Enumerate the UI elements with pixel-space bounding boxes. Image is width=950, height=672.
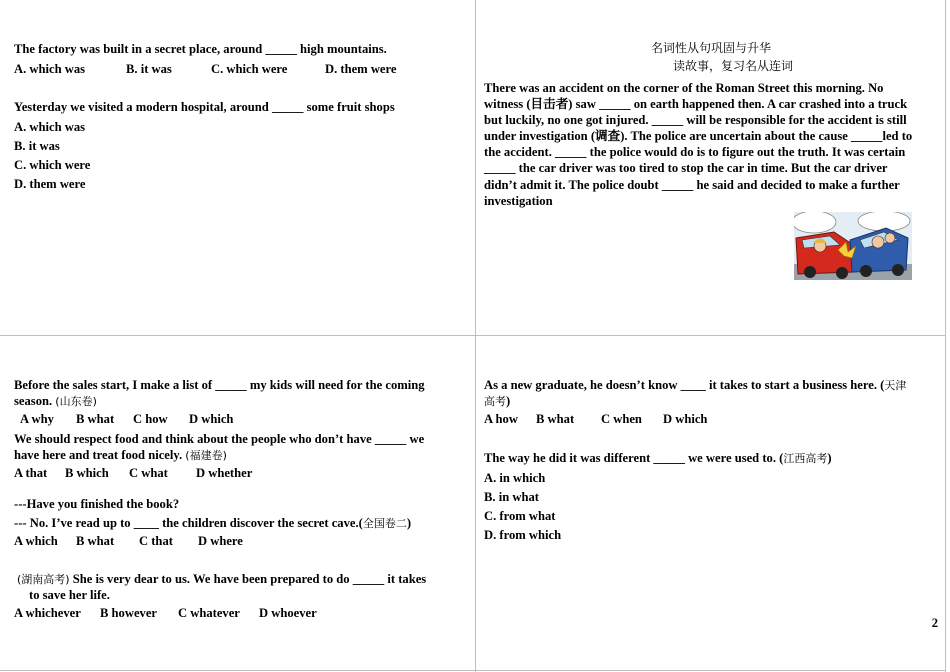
question-stem-cont: season. (山东卷) [14, 393, 97, 408]
question-stem: The factory was built in a secret place, around _____ high mountains. [14, 42, 387, 56]
question-7 [484, 378, 940, 428]
option-b: B however [100, 606, 158, 620]
divider-bottom-edge [0, 670, 946, 671]
question-1 [14, 42, 469, 77]
section-title: 名词性从句巩固与升华 [650, 41, 771, 55]
option-c: C. which were [14, 157, 91, 172]
question-source: 天津 [884, 379, 907, 392]
option-c: C. from what [484, 508, 556, 523]
option-c: C how [133, 412, 168, 426]
option-d: D which [189, 412, 234, 426]
question-stem-cont: have here and treat food nicely. (福建卷) [14, 447, 227, 462]
question-6 [14, 572, 469, 622]
question-stem: We should respect food and think about the people who don’t have _____ we [14, 432, 425, 446]
option-c: C. which were [211, 61, 288, 76]
option-b: B what [76, 412, 115, 426]
story-line: witness (目击者) saw _____ on earth happened then. A car crashed into a truck [484, 97, 908, 112]
question-source: (福建卷) [185, 448, 227, 462]
option-a: A that [14, 466, 48, 480]
option-b: B which [65, 466, 109, 480]
question-source: (山东卷) [55, 394, 97, 408]
question-source: 江西高考 [783, 452, 828, 465]
option-d: D whoever [259, 606, 317, 620]
car-crash-illustration [794, 212, 912, 280]
option-a: A whichever [14, 606, 81, 620]
divider-vertical [475, 0, 476, 672]
question-5 [14, 497, 469, 550]
story-line: _____ the car driver was too tired to stop the car in time. But the car driver [484, 161, 888, 176]
question-stem-cont: to save her life. [29, 587, 110, 602]
story-line: There was an accident on the corner of the Roman Street this morning. No [484, 81, 884, 95]
option-d: D whether [196, 466, 253, 480]
option-row [14, 62, 469, 78]
option-d: D where [198, 534, 243, 548]
option-row [14, 466, 469, 482]
story-line: but luckily, no one got injured. _____ will be responsible for the accident is still [484, 113, 907, 128]
divider-horizontal [0, 335, 946, 336]
question-stem: Before the sales start, I make a list of _____ my kids will need for the coming [14, 378, 425, 392]
dialogue-line-1: ---Have you finished the book? [14, 497, 180, 511]
question-source: (湖南高考) [17, 573, 70, 586]
option-b: B. it was [126, 61, 172, 76]
option-a: A. in which [484, 470, 546, 485]
story-line: the accident. _____ the police would do is to figure out the truth. It was certain [484, 145, 906, 160]
story-line: investigation [484, 193, 553, 208]
option-a: A which [14, 534, 58, 548]
option-row [484, 412, 940, 428]
question-source: 全国卷二 [362, 516, 407, 530]
option-c: C when [601, 412, 642, 426]
option-a: A. which was [14, 61, 86, 76]
story-paragraph [484, 80, 940, 209]
option-c: C whatever [178, 606, 240, 620]
option-d: D which [663, 412, 708, 426]
option-b: B what [76, 534, 115, 548]
option-a: A how [484, 412, 518, 426]
option-c: C what [129, 466, 168, 480]
option-row [14, 534, 469, 550]
dialogue-line-2: --- No. I’ve read up to ____ the children discover the secret cave.(全国卷二) [14, 515, 412, 530]
question-stem: (湖南高考) She is very dear to us. We have been prepared to do _____ it takes [17, 572, 427, 586]
option-a: A. which was [14, 119, 86, 134]
question-8 [484, 451, 940, 543]
option-d: D. from which [484, 527, 562, 542]
option-row [14, 412, 469, 428]
section-subtitle: 读故事，复习名从连词 [672, 59, 793, 73]
option-b: B. it was [14, 138, 60, 153]
divider-right-edge [945, 0, 946, 672]
question-3 [14, 378, 469, 428]
question-stem-cont: 高考) [484, 393, 511, 408]
option-row [14, 606, 469, 622]
question-stem: Yesterday we visited a modern hospital, around _____ some fruit shops [14, 100, 395, 114]
page-number: 2 [931, 616, 938, 630]
story-line: under investigation (调查). The police are uncertain about the cause _____led to [484, 129, 913, 144]
question-stem: As a new graduate, he doesn’t know ____ it takes to start a business here. (天津 [484, 378, 907, 392]
option-d: D. them were [14, 176, 86, 191]
story-line: didn’t admit it. The police doubt _____ he said and decided to make a further [484, 177, 900, 192]
question-4 [14, 432, 469, 482]
option-b: B. in what [484, 489, 539, 504]
option-a: A why [20, 412, 54, 426]
question-2 [14, 100, 469, 192]
option-d: D. them were [325, 61, 397, 76]
option-b: B what [536, 412, 575, 426]
question-stem: The way he did it was different _____ we were used to. (江西高考) [484, 451, 832, 465]
option-c: C that [139, 534, 173, 548]
